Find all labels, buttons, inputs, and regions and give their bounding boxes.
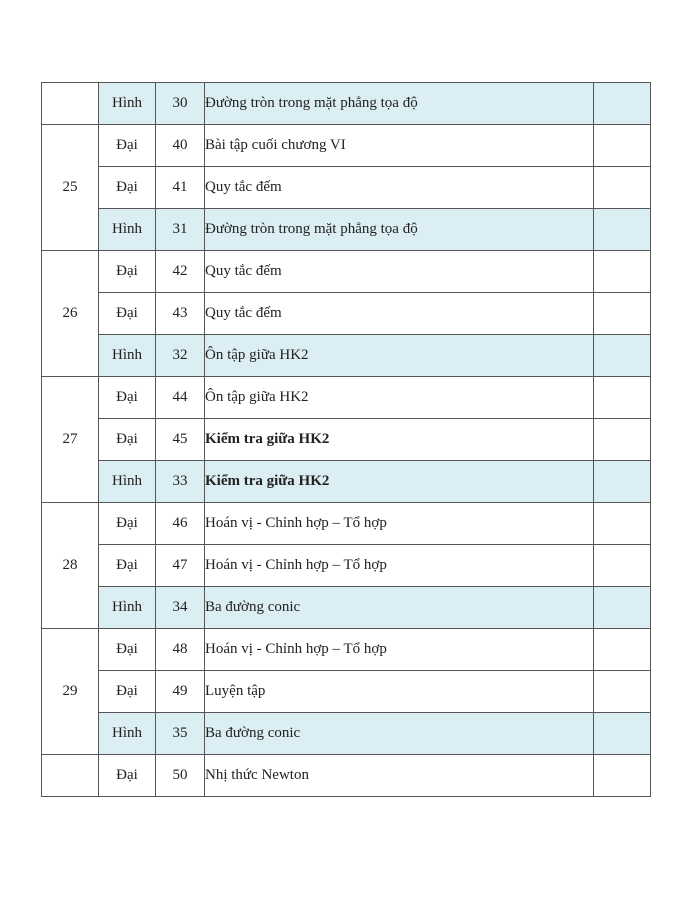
lesson-number-cell: 44 <box>156 377 205 419</box>
lesson-number-cell: 49 <box>156 671 205 713</box>
lesson-number-cell: 34 <box>156 587 205 629</box>
notes-cell <box>594 671 651 713</box>
topic-cell: Đường tròn trong mặt phẳng tọa độ <box>205 83 594 125</box>
topic-cell: Kiểm tra giữa HK2 <box>205 419 594 461</box>
notes-cell <box>594 755 651 797</box>
subject-cell: Đại <box>99 125 156 167</box>
notes-cell <box>594 503 651 545</box>
notes-cell <box>594 125 651 167</box>
lesson-number-cell: 32 <box>156 335 205 377</box>
week-cell <box>42 755 99 797</box>
lesson-number-cell: 47 <box>156 545 205 587</box>
topic-cell: Quy tắc đếm <box>205 167 594 209</box>
table-row <box>42 461 651 503</box>
topic-cell: Quy tắc đếm <box>205 293 594 335</box>
topic-cell: Ôn tập giữa HK2 <box>205 377 594 419</box>
week-cell: 27 <box>42 377 99 503</box>
lesson-number-cell: 31 <box>156 209 205 251</box>
notes-cell <box>594 629 651 671</box>
topic-cell: Hoán vị - Chỉnh hợp – Tổ hợp <box>205 629 594 671</box>
week-cell <box>42 83 99 125</box>
table-row <box>42 251 651 293</box>
subject-cell: Hình <box>99 461 156 503</box>
table-row <box>42 377 651 419</box>
notes-cell <box>594 461 651 503</box>
table-row <box>42 629 651 671</box>
lesson-number-cell: 33 <box>156 461 205 503</box>
table-row <box>42 167 651 209</box>
table-row <box>42 545 651 587</box>
lesson-number-cell: 35 <box>156 713 205 755</box>
subject-cell: Đại <box>99 167 156 209</box>
subject-cell: Đại <box>99 293 156 335</box>
topic-cell: Luyện tập <box>205 671 594 713</box>
subject-cell: Đại <box>99 629 156 671</box>
topic-cell: Kiểm tra giữa HK2 <box>205 461 594 503</box>
lesson-number-cell: 50 <box>156 755 205 797</box>
subject-cell: Đại <box>99 377 156 419</box>
topic-cell: Nhị thức Newton <box>205 755 594 797</box>
subject-cell: Hình <box>99 335 156 377</box>
topic-cell: Ôn tập giữa HK2 <box>205 335 594 377</box>
table-row <box>42 125 651 167</box>
lesson-number-cell: 30 <box>156 83 205 125</box>
table-row <box>42 335 651 377</box>
subject-cell: Hình <box>99 83 156 125</box>
table-row <box>42 755 651 797</box>
lesson-number-cell: 42 <box>156 251 205 293</box>
notes-cell <box>594 209 651 251</box>
lesson-number-cell: 43 <box>156 293 205 335</box>
table-row <box>42 713 651 755</box>
notes-cell <box>594 545 651 587</box>
lesson-number-cell: 45 <box>156 419 205 461</box>
table-row <box>42 209 651 251</box>
table-row <box>42 503 651 545</box>
subject-cell: Đại <box>99 503 156 545</box>
subject-cell: Đại <box>99 545 156 587</box>
topic-cell: Quy tắc đếm <box>205 251 594 293</box>
table-row <box>42 419 651 461</box>
subject-cell: Đại <box>99 671 156 713</box>
notes-cell <box>594 83 651 125</box>
week-cell: 25 <box>42 125 99 251</box>
notes-cell <box>594 335 651 377</box>
topic-cell: Hoán vị - Chỉnh hợp – Tổ hợp <box>205 503 594 545</box>
week-cell: 28 <box>42 503 99 629</box>
notes-cell <box>594 293 651 335</box>
week-cell: 26 <box>42 251 99 377</box>
subject-cell: Đại <box>99 251 156 293</box>
notes-cell <box>594 713 651 755</box>
table-row <box>42 587 651 629</box>
subject-cell: Đại <box>99 755 156 797</box>
table-row <box>42 83 651 125</box>
lesson-number-cell: 41 <box>156 167 205 209</box>
table-row <box>42 293 651 335</box>
lesson-number-cell: 46 <box>156 503 205 545</box>
notes-cell <box>594 167 651 209</box>
lesson-number-cell: 48 <box>156 629 205 671</box>
topic-cell: Đường tròn trong mặt phẳng tọa độ <box>205 209 594 251</box>
notes-cell <box>594 377 651 419</box>
topic-cell: Ba đường conic <box>205 587 594 629</box>
notes-cell <box>594 251 651 293</box>
subject-cell: Hình <box>99 587 156 629</box>
notes-cell <box>594 587 651 629</box>
table-row <box>42 671 651 713</box>
topic-cell: Bài tập cuối chương VI <box>205 125 594 167</box>
topic-cell: Ba đường conic <box>205 713 594 755</box>
topic-cell: Hoán vị - Chỉnh hợp – Tổ hợp <box>205 545 594 587</box>
lesson-number-cell: 40 <box>156 125 205 167</box>
notes-cell <box>594 419 651 461</box>
subject-cell: Hình <box>99 209 156 251</box>
subject-cell: Đại <box>99 419 156 461</box>
lesson-schedule-table <box>41 82 651 797</box>
subject-cell: Hình <box>99 713 156 755</box>
week-cell: 29 <box>42 629 99 755</box>
